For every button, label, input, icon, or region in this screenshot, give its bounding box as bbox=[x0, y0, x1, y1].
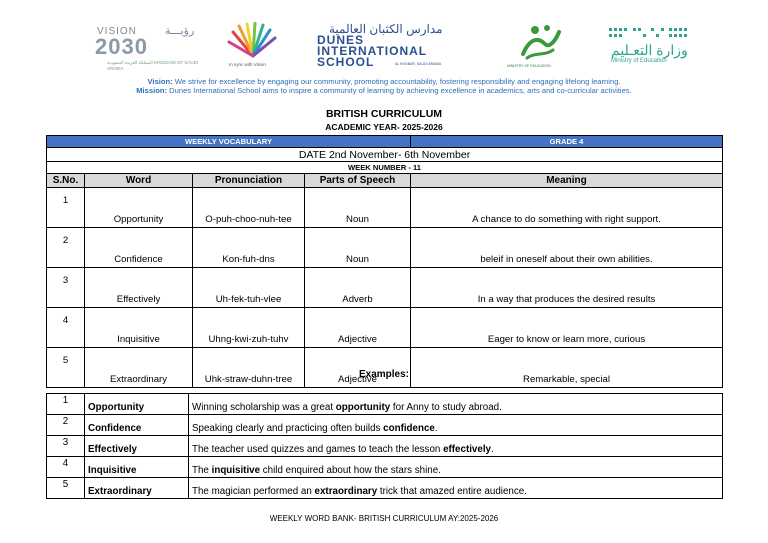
row-pronunciation: Uh-fek-tuh-vlee bbox=[193, 268, 305, 308]
row-pronunciation: Uhng-kwi-zuh-tuhv bbox=[193, 308, 305, 348]
example-row bbox=[47, 436, 723, 457]
examples-title: Examples: bbox=[358, 369, 410, 380]
example-row bbox=[47, 394, 723, 415]
sentence-keyword: opportunity bbox=[335, 402, 391, 413]
example-number: 3 bbox=[47, 436, 85, 457]
vision-2030-logo bbox=[95, 22, 205, 70]
dotted-pattern-icon bbox=[607, 26, 693, 40]
sentence-part: Speaking clearly and practicing often builds bbox=[192, 423, 384, 434]
vocabulary-table bbox=[46, 135, 723, 388]
in-sync-logo bbox=[221, 22, 285, 70]
week-row bbox=[47, 162, 723, 174]
vision-logo-subtitle: المملكة العربية السعودية KINGDOM OF SAUDI ARABIA bbox=[107, 60, 199, 71]
sunburst-icon bbox=[225, 22, 281, 60]
table-row bbox=[47, 308, 723, 348]
mission-text: Dunes International School aims to inspire a community of learning by achieving excellence in academics, arts and co-curricular activities. bbox=[169, 86, 632, 95]
date-range: DATE 2nd November- 6th November bbox=[47, 148, 723, 162]
example-number: 2 bbox=[47, 415, 85, 436]
table-row bbox=[47, 268, 723, 308]
row-sno: 4 bbox=[47, 308, 85, 348]
moe-logo-english: Ministry of Education bbox=[611, 58, 667, 64]
example-word: Opportunity bbox=[85, 394, 189, 415]
sentence-keyword: inquisitive bbox=[211, 465, 261, 476]
sentence-keyword: confidence bbox=[383, 423, 435, 434]
example-word: Effectively bbox=[85, 436, 189, 457]
examples-table bbox=[46, 393, 723, 499]
academic-year: ACADEMIC YEAR- 2025-2026 bbox=[325, 122, 443, 132]
row-word: Opportunity bbox=[85, 188, 193, 228]
column-header-pronunciation: Pronunciation bbox=[193, 174, 305, 188]
row-word: Extraordinary bbox=[85, 348, 193, 388]
sentence-part: . bbox=[434, 423, 438, 434]
row-meaning: Eager to know or learn more, curious bbox=[411, 308, 723, 348]
example-row bbox=[47, 415, 723, 436]
example-sentence bbox=[189, 457, 723, 478]
grade-band: GRADE 4 bbox=[411, 136, 723, 148]
row-sno: 1 bbox=[47, 188, 85, 228]
row-pronunciation: Uhk-straw-duhn-tree bbox=[193, 348, 305, 388]
ministry-of-education-logo bbox=[605, 22, 695, 70]
example-sentence bbox=[189, 436, 723, 457]
column-header-meaning: Meaning bbox=[411, 174, 723, 188]
example-sentence bbox=[189, 394, 723, 415]
sentence-part: Winning scholarship was a great bbox=[192, 402, 336, 413]
sentence-part: The magician performed an bbox=[192, 486, 315, 497]
weekly-vocabulary-band: WEEKLY VOCABULARY bbox=[47, 136, 411, 148]
vision-logo-arabic: رؤيـــة bbox=[165, 25, 195, 37]
row-sno: 3 bbox=[47, 268, 85, 308]
mission-label: Mission: bbox=[136, 86, 168, 95]
table-band-row bbox=[47, 136, 723, 148]
row-word: Effectively bbox=[85, 268, 193, 308]
sentence-part: . bbox=[491, 444, 494, 455]
sentence-part: The bbox=[192, 465, 212, 476]
example-word: Extraordinary bbox=[85, 478, 189, 499]
example-number: 5 bbox=[47, 478, 85, 499]
row-part-of-speech: Adjective bbox=[305, 308, 411, 348]
row-word: Confidence bbox=[85, 228, 193, 268]
vision-label: Vision: bbox=[147, 77, 173, 86]
in-sync-logo-text: In sync with Vision bbox=[229, 62, 266, 67]
example-sentence bbox=[189, 415, 723, 436]
dunes-logo-line1: DUNES bbox=[317, 33, 365, 47]
row-word: Inquisitive bbox=[85, 308, 193, 348]
moe-logo-arabic: وزارة التعـليم bbox=[611, 42, 688, 58]
vision-text: We strive for excellence by engaging our community, promoting accountability, fostering responsibility and engaging lifelong learning. bbox=[174, 77, 621, 86]
column-header-parts-of-speech: Parts of Speech bbox=[305, 174, 411, 188]
dunes-logo-line3: SCHOOL bbox=[317, 55, 375, 69]
week-number: WEEK NUMBER - 11 bbox=[47, 162, 723, 174]
column-header-sno: S.No. bbox=[47, 174, 85, 188]
example-word: Confidence bbox=[85, 415, 189, 436]
dunes-logo-location: AL KHOBAR, SAUDI ARABIA bbox=[395, 62, 442, 66]
ministry-emblem-logo bbox=[507, 22, 577, 70]
figures-icon bbox=[515, 22, 565, 62]
row-part-of-speech: Noun bbox=[305, 188, 411, 228]
dunes-logo-line2: INTERNATIONAL bbox=[317, 44, 428, 58]
example-sentence bbox=[189, 478, 723, 499]
table-row bbox=[47, 228, 723, 268]
date-row bbox=[47, 148, 723, 162]
row-meaning: A chance to do something with right support. bbox=[411, 188, 723, 228]
page-footer: WEEKLY WORD BANK- BRITISH CURRICULUM AY:2025-2026 bbox=[269, 514, 499, 523]
row-part-of-speech: Noun bbox=[305, 228, 411, 268]
row-meaning: In a way that produces the desired results bbox=[411, 268, 723, 308]
mission-statement bbox=[0, 86, 768, 95]
column-header-word: Word bbox=[85, 174, 193, 188]
example-word: Inquisitive bbox=[85, 457, 189, 478]
sentence-keyword: extraordinary bbox=[314, 486, 378, 497]
dunes-logo-arabic: مدارس الكثبان العالمية bbox=[329, 22, 443, 36]
table-row bbox=[47, 188, 723, 228]
row-sno: 5 bbox=[47, 348, 85, 388]
sentence-part: trick that amazed entire audience. bbox=[377, 486, 527, 497]
sentence-part: for Anny to study abroad. bbox=[390, 402, 502, 413]
row-part-of-speech: Adjective bbox=[305, 348, 411, 388]
sentence-keyword: effectively bbox=[443, 444, 492, 455]
vision-logo-year: 2030 bbox=[95, 34, 148, 59]
curriculum-title: BRITISH CURRICULUM bbox=[325, 108, 443, 120]
example-number: 1 bbox=[47, 394, 85, 415]
row-part-of-speech: Adverb bbox=[305, 268, 411, 308]
sentence-part: The teacher used quizzes and games to teach the lesson bbox=[192, 444, 444, 455]
header-row bbox=[47, 174, 723, 188]
vision-statement bbox=[0, 77, 768, 86]
row-meaning: beleif in oneself about their own abilities. bbox=[411, 228, 723, 268]
table-row bbox=[47, 348, 723, 388]
dunes-school-logo bbox=[317, 22, 477, 70]
example-number: 4 bbox=[47, 457, 85, 478]
sentence-part: child enquired about how the stars shine. bbox=[260, 465, 441, 476]
row-sno: 2 bbox=[47, 228, 85, 268]
example-row bbox=[47, 457, 723, 478]
emblem-logo-text: MINISTRY OF EDUCATION bbox=[507, 64, 551, 68]
row-pronunciation: Kon-fuh-dns bbox=[193, 228, 305, 268]
row-pronunciation: O-puh-choo-nuh-tee bbox=[193, 188, 305, 228]
logo-strip bbox=[95, 22, 695, 72]
example-row bbox=[47, 478, 723, 499]
row-meaning: Remarkable, special bbox=[411, 348, 723, 388]
vision-logo-text: VISION bbox=[97, 26, 137, 37]
